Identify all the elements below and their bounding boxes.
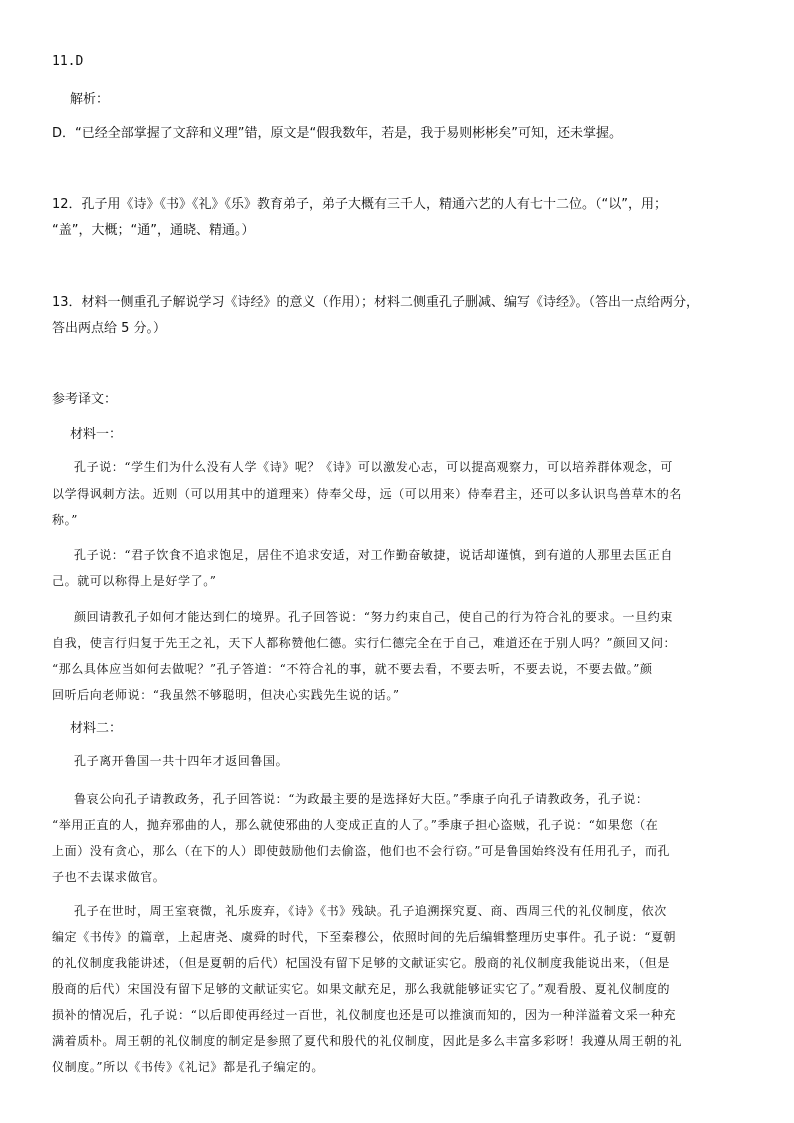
paragraph-line: 称。” [52,513,78,527]
q13-answer-line1: 13．材料一侧重孔子解说学习《诗经》的意义（作用）；材料二侧重孔子删减、编写《诗经》。（答出一点给两分， [52,295,700,310]
paragraph-line: 颜回请教孔子如何才能达到仁的境界。孔子回答说：“努力约束自己，使自己的行为符合礼的要求。一旦约束 [74,610,673,624]
paragraph-line: 己。就可以称得上是好学了。” [52,574,217,588]
paragraph-line: 的礼仪制度我能讲述，（但是夏朝的后代）杞国没有留下足够的文献证实它。殷商的礼仪制度我能说出来，（但是 [52,956,671,970]
paragraph-line: 满着质朴。周王朝的礼仪制度的制定是参照了夏代和殷代的礼仪制度，因此是多么丰富多彩呀！我遵从周王朝的礼 [52,1034,683,1048]
paragraph-line: 自我，使言行归复于先王之礼，天下人都称赞他仁德。实行仁德完全在于自己，难道还在于别人吗？”颜回又问： [52,636,677,650]
paragraph-line: 回听后向老师说：“我虽然不够聪明，但决心实践先生说的话。” [52,688,400,702]
material2-label: 材料二： [70,721,123,736]
paragraph-line: 孔子说：“学生们为什么没有人学《诗》呢？《诗》可以激发心志，可以提高观察力，可以培养群体观念，可 [74,460,673,474]
analysis-label: 解析： [70,92,110,107]
paragraph-line: 仪制度。”所以《书传》《礼记》都是孔子编定的。 [52,1060,324,1074]
translation-heading: 参考译文： [52,392,118,407]
paragraph-line: 以学得讽刺方法。近则（可以用其中的道理来）侍奉父母，远（可以用来）侍奉君主，还可以多认识鸟兽草木的名 [52,487,683,501]
paragraph-line: “举用正直的人，抛弃邪曲的人，那么就使邪曲的人变成正直的人了。”季康子担心盗贼，孔子说：“如果您（在 [52,818,659,832]
paragraph-line: 殷商的后代）宋国没有留下足够的文献证实它。如果文献充足，那么我就能够证实它了。”观看殷、夏礼仪制度的 [52,982,671,996]
paragraph-line: 孔子说：“君子饮食不追求饱足，居住不追求安适，对工作勤奋敏捷，说话却谨慎，到有道的人那里去匡正自 [74,548,673,562]
paragraph-line: 孔子在世时，周王室衰微，礼乐废弃，《诗》《书》残缺。孔子追溯探究夏、商、西周三代的礼仪制度，依次 [74,904,667,918]
q11-explanation: D．“已经全部掌握了文辞和义理”错，原文是“假我数年，若是，我于易则彬彬矣”可知，还未掌握。 [52,126,622,141]
q13-answer-line2: 答出两点给 5 分。） [52,321,167,336]
q11-answer: 11.D [52,54,84,69]
paragraph-line: 上面）没有贪心，那么（在下的人）即使鼓励他们去偷盗，他们也不会行窃。”可是鲁国始终没有任用孔子，而孔 [52,844,671,858]
paragraph-line: 孔子离开鲁国一共十四年才返回鲁国。 [74,754,289,768]
paragraph-line: 子也不去谋求做官。 [52,870,166,884]
material1-label: 材料一： [70,427,123,442]
paragraph-line: 鲁哀公向孔子请教政务，孔子回答说：“为政最主要的是选择好大臣。”季康子向孔子请教政务，孔子说： [74,792,649,806]
paragraph-line: 编定《书传》的篇章，上起唐尧、虞舜的时代，下至秦穆公，依照时间的先后编辑整理历史事件。孔子说：“夏朝 [52,930,677,944]
q12-answer-line1: 12．孔子用《诗》《书》《礼》《乐》教育弟子，弟子大概有三千人，精通六艺的人有七十二位。（“以”，用； [52,197,668,212]
paragraph-line: 损补的情况后，孔子说：“以后即使再经过一百世，礼仪制度也还是可以推演而知的，因为一种洋溢着文采一种充 [52,1008,677,1022]
paragraph-line: “那么具体应当如何去做呢？”孔子答道：“不符合礼的事，就不要去看，不要去听，不要去说，不要去做。”颜 [52,662,653,676]
q12-answer-line2: “盖”，大概；“通”，通晓、精通。） [52,223,255,238]
